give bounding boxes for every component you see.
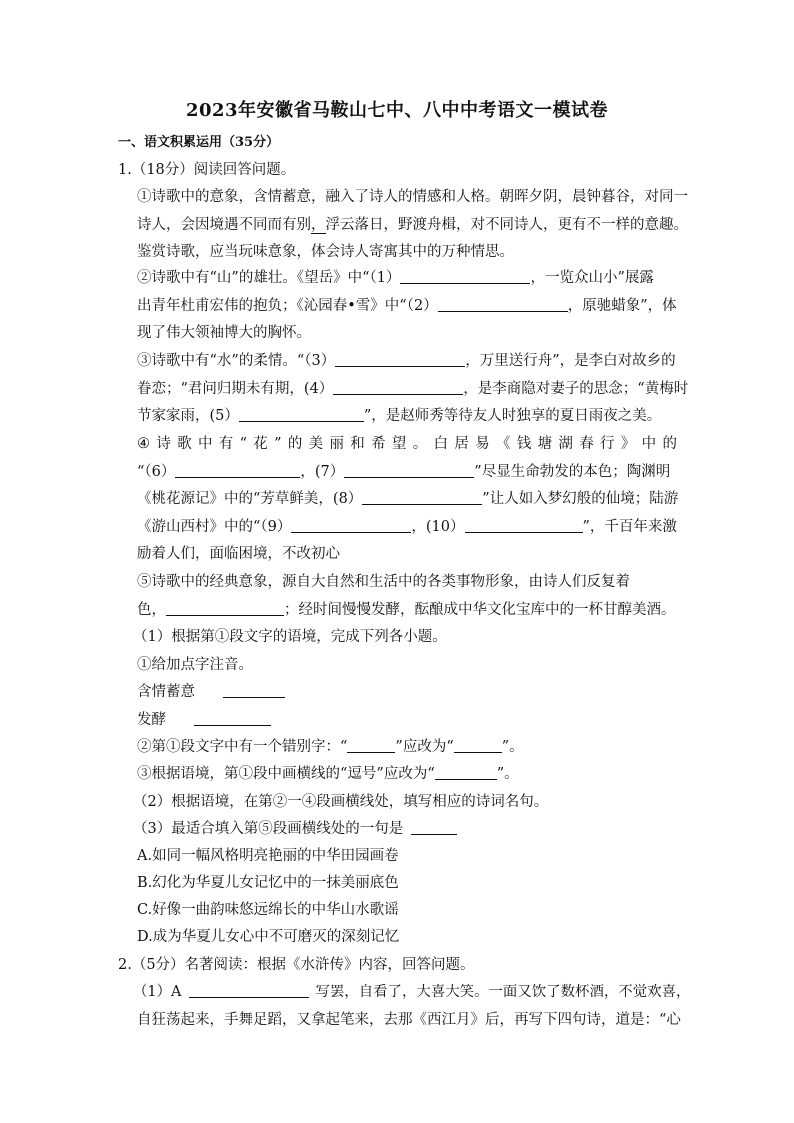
underlined-comma: ，: [311, 217, 326, 233]
answer-blank-5[interactable]: [239, 407, 364, 422]
paragraph-4-text: “（6）: [137, 464, 176, 480]
answer-blank-3[interactable]: [335, 352, 465, 367]
paragraph-4-text: ，(7）: [300, 464, 345, 480]
paragraph-2-text: 出青年杜甫宏伟的抱负；《沁园春•雪》中“（2）: [137, 298, 438, 314]
paragraph-3-text: 眷恋；“君问归期未有期，(4）: [137, 381, 334, 397]
subquestion-text: （3）最适合填入第⑤段画横线处的一句是: [133, 821, 404, 837]
answer-blank-7[interactable]: [344, 463, 474, 478]
justified-char: 的: [287, 436, 303, 452]
correction-blank[interactable]: [454, 738, 502, 753]
justified-char: 钱: [516, 436, 532, 452]
subquestion-3: [133, 819, 457, 839]
paragraph-4-line-3: [137, 489, 678, 509]
justified-char: 》: [620, 436, 636, 452]
answer-blank-11[interactable]: [166, 601, 284, 616]
justified-char: 。: [412, 436, 428, 452]
paragraph-3-text: 节家家雨，(5）: [137, 408, 239, 424]
paragraph-4-line-5: 励着人们，面临困境，不改初心: [137, 546, 340, 562]
justified-char: 塘: [537, 436, 553, 452]
pinyin-item-1: [137, 682, 285, 702]
paragraph-3-text: ”，是赵师秀等待友人时独享的夏日雨夜之美。: [363, 408, 662, 424]
justified-char: 中: [641, 436, 657, 452]
answer-blank-1[interactable]: [400, 269, 530, 284]
punctuation-blank[interactable]: [435, 765, 497, 780]
paragraph-4-text: 《游山西村》中的“（9）: [137, 519, 292, 535]
paragraph-1-text-a: 诗人，会因境遇不同而有别: [137, 217, 311, 233]
paragraph-4-text: ”尽显生命勃发的本色；陶渊明: [474, 464, 671, 480]
justified-char: 和: [350, 436, 365, 452]
justified-char: 望: [391, 436, 407, 452]
question-2-line-1: [133, 982, 690, 1002]
answer-blank-6[interactable]: [175, 463, 300, 478]
paragraph-5-line-2: [137, 600, 676, 620]
paragraph-2-line-1: [137, 268, 654, 288]
answer-blank-q2[interactable]: [189, 983, 309, 998]
subquestion-1-part-c: [137, 764, 519, 784]
paragraph-4-line-2: [137, 462, 670, 482]
paragraph-4-text: ”，千百年来激: [582, 519, 677, 535]
pinyin-word: 发酵: [137, 712, 166, 728]
justified-char: 有: [218, 436, 234, 452]
question-2-text: （1）A: [133, 984, 182, 1000]
pinyin-word: 含情蓄意: [137, 684, 195, 700]
paragraph-4-line-4: [137, 517, 677, 537]
paragraph-3-text: ，万里送行舟”，是李白对故乡的: [465, 353, 676, 369]
answer-blank-9[interactable]: [291, 518, 411, 533]
subquestion-1-part-a: ①给加点字注音。: [137, 657, 253, 673]
paragraph-3-line-1: [137, 351, 676, 371]
section-heading: 一、语文积累运用（35分）: [118, 135, 280, 150]
question-2-line-2: 自狂荡起来，手舞足蹈，又拿起笔来，去那《西江月》后，再写下四句诗，道是：“心: [137, 1012, 681, 1028]
subquestion-text: ”。: [496, 766, 519, 782]
justified-char: 歌: [177, 436, 192, 452]
pinyin-blank-1[interactable]: [223, 683, 285, 698]
justified-char: 《: [495, 436, 511, 452]
justified-char: 易: [475, 436, 490, 452]
paragraph-2-text: ②诗歌中有“山”的雄壮。《望岳》中“（1）: [137, 270, 401, 286]
paragraph-4-text: 《桃花源记》中的“芳草鲜美，(8）: [137, 491, 363, 507]
answer-blank-8[interactable]: [362, 490, 482, 505]
justified-char: 白: [433, 436, 449, 452]
paragraph-4-line-1: [137, 434, 677, 454]
question-1-stem: 1.（18分）阅读回答问题。: [118, 162, 296, 178]
paragraph-1-line-3: 鉴赏诗歌，应当玩味意象，体会诗人寄寓其中的万种情思。: [137, 244, 514, 260]
justified-char: 花: [253, 436, 268, 452]
justified-char: 中: [197, 436, 213, 452]
paragraph-4-text: ”让人如入梦幻般的仙境；陆游: [482, 491, 679, 507]
justified-char: 丽: [329, 436, 344, 452]
pinyin-blank-2[interactable]: [194, 711, 271, 726]
subquestion-text: ”应改为“: [395, 739, 454, 755]
answer-blank-2[interactable]: [438, 297, 568, 312]
subquestion-1-part-b: [137, 737, 524, 757]
exam-title: 2023年安徽省马鞍山七中、八中中考语文一模试卷: [185, 100, 609, 121]
paragraph-4-text: ，(10）: [411, 519, 465, 535]
paragraph-2-line-2: [137, 296, 677, 316]
justified-char: 湖: [558, 436, 573, 452]
justified-char: 诗: [156, 436, 171, 452]
option-b: B.幻化为华夏儿女记忆中的一抹美丽底色: [137, 875, 399, 891]
option-c: C.好像一曲韵味悠远绵长的中华山水歌谣: [137, 902, 399, 918]
subquestion-text: ②第①段文字中有一个错别字：“: [137, 739, 348, 755]
paragraph-1-line-2: [137, 215, 688, 235]
subquestion-2: （2）根据语境，在第②一④段画横线处，填写相应的诗词名句。: [133, 794, 549, 810]
answer-blank-4[interactable]: [333, 380, 463, 395]
subquestion-1: （1）根据第①段文字的语境，完成下列各小题。: [133, 629, 447, 645]
option-a: A.如同一幅风格明亮艳丽的中华田园画卷: [137, 848, 399, 864]
question-2-text: 写罢，自看了，大喜大笑。一面又饮了数杯酒，不觉欢喜，: [315, 984, 691, 1000]
choice-blank[interactable]: [411, 820, 457, 835]
justified-char: 春: [579, 436, 594, 452]
typo-blank[interactable]: [347, 738, 395, 753]
justified-char: ”: [274, 436, 282, 452]
paragraph-5-text: 色，: [137, 602, 166, 618]
paragraph-3-line-2: [137, 379, 688, 399]
paragraph-3-text: ，是李商隐对妻子的思念；“黄梅时: [463, 381, 689, 397]
option-d: D.成为华夏儿女心中不可磨灭的深刻记忆: [137, 929, 400, 945]
justified-char: “: [239, 436, 247, 452]
pinyin-item-2: [137, 710, 271, 730]
paragraph-1-line-1: ①诗歌中的意象，含情蓄意，融入了诗人的情感和人格。朝晖夕阴，晨钟暮谷，对同一: [137, 189, 688, 205]
paragraph-5-line-1: ⑤诗歌中的经典意象，源自大自然和生活中的各类事物形象，由诗人们反复着: [137, 574, 630, 590]
answer-blank-10[interactable]: [465, 518, 583, 533]
paragraph-1-text-b: 浮云落日，野渡舟楫，对不同诗人，更有不一样的意趣。: [325, 217, 688, 233]
paragraph-5-text: ；经时间慢慢发酵，酝酿成中华文化宝库中的一杯甘醇美酒。: [284, 602, 676, 618]
justified-char: ④: [137, 436, 150, 452]
paragraph-2-text: ，一览众山小”展露: [530, 270, 654, 286]
question-2-stem: 2.（5分）名著阅读：根据《水浒传》内容，回答问题。: [118, 957, 475, 973]
paragraph-3-line-3: [137, 406, 661, 426]
justified-char: 行: [600, 436, 615, 452]
paragraph-2-text: ，原驰蜡象”，体: [567, 298, 677, 314]
justified-char: 美: [308, 436, 324, 452]
justified-char: 居: [454, 436, 469, 452]
paragraph-3-text: ③诗歌中有“水”的柔情。“（3）: [137, 353, 336, 369]
justified-char: 希: [371, 436, 386, 452]
paragraph-2-line-3: 现了伟大领袖博大的胸怀。: [137, 325, 311, 341]
justified-char: 的: [662, 436, 677, 452]
subquestion-text: ”。: [501, 739, 524, 755]
subquestion-text: ③根据语境，第①段中画横线的“逗号”应改为“: [137, 766, 435, 782]
